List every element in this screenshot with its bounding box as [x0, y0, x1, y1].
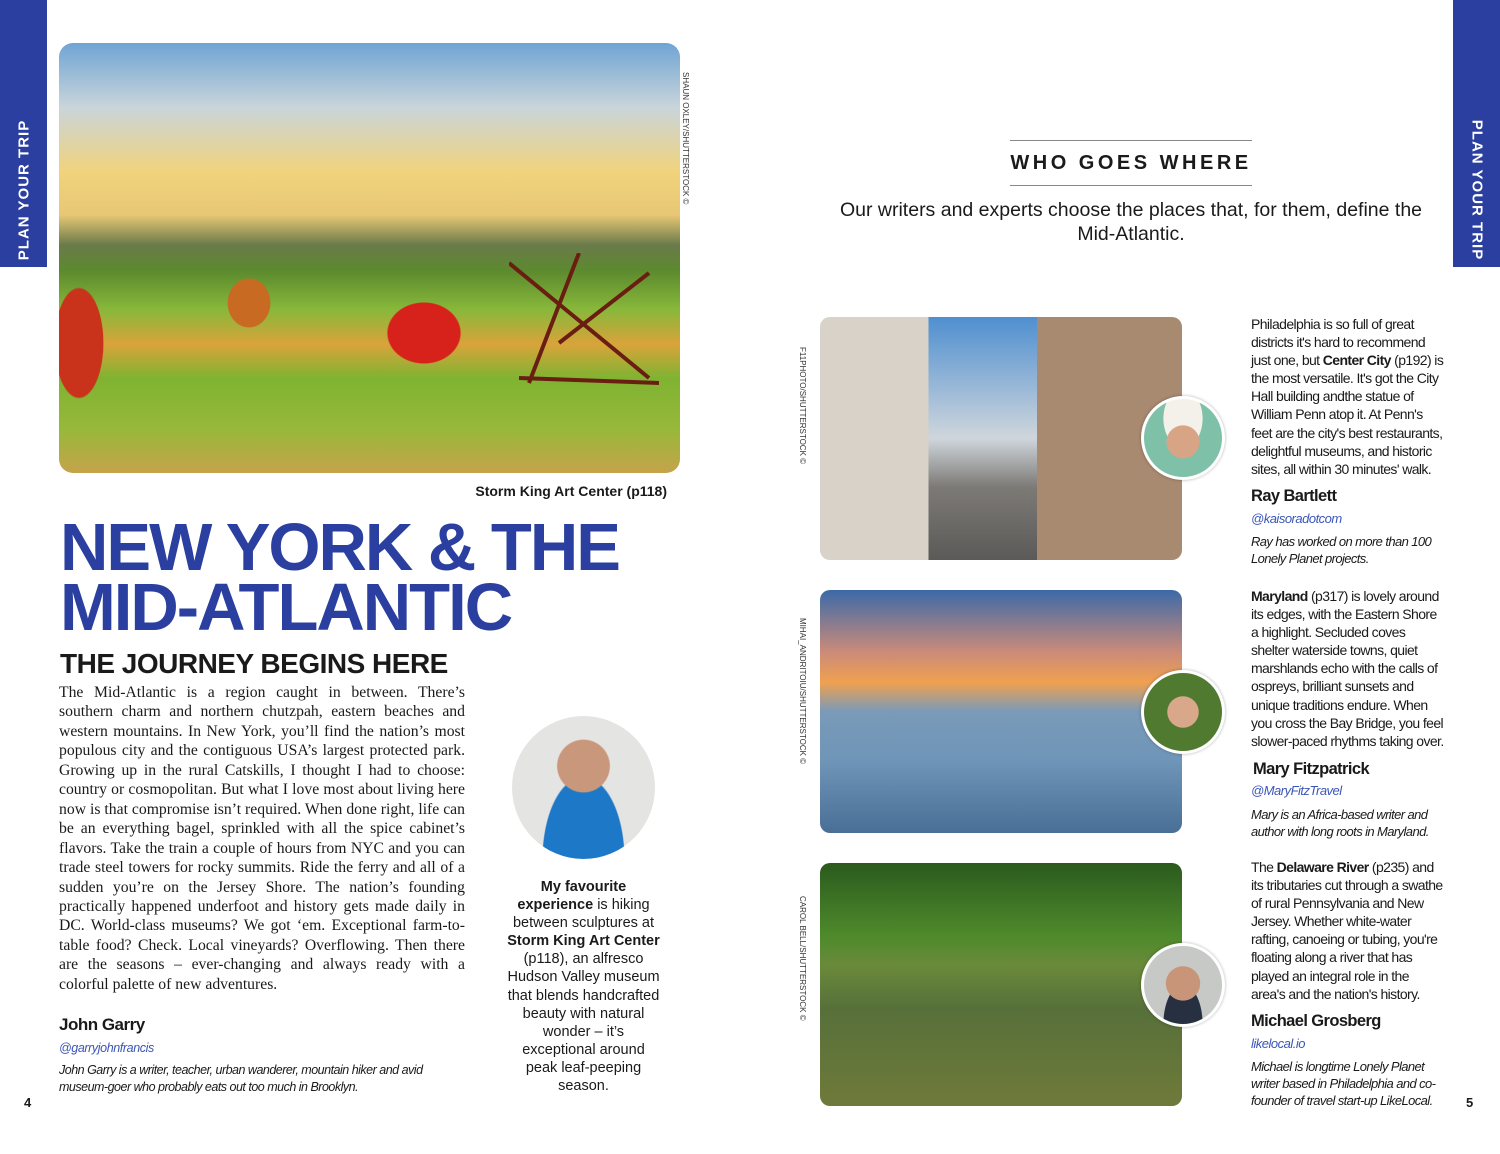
writer-handle-link[interactable]: @MaryFitzTravel — [1251, 783, 1342, 798]
writer-name: Ray Bartlett — [1251, 487, 1337, 505]
page-title — [60, 510, 619, 645]
delaware-river-photo — [820, 863, 1182, 1106]
writer-avatar — [1141, 670, 1225, 754]
writer-handle-link[interactable]: likelocal.io — [1251, 1036, 1305, 1051]
writer-bio: Michael is longtime Lonely Planet writer based in Philadelphia and co-founder of travel start-up LikeLocal. — [1251, 1059, 1436, 1108]
philadelphia-photo — [820, 317, 1182, 560]
blurb-text: (p317) is lovely around its edges, with the Eastern Shore a highlight. Secluded coves shelter waterside towns, quiet marshlands echo with the calls of ospreys, brilliant sunsets and unique traditions endure. When you cross the Bay Bridge, you feel slower-paced rhythms taking over. — [1251, 588, 1444, 749]
writer-name: Michael Grosberg — [1251, 1012, 1381, 1030]
writer-handle-link[interactable]: @kaisoradotcom — [1251, 511, 1342, 526]
writer-blurb — [1251, 315, 1446, 478]
storm-king-photo — [59, 43, 680, 473]
photo-credit: SHAUN OXLEY/SHUTTERSTOCK © — [681, 72, 690, 205]
blurb-bold: Delaware River — [1276, 859, 1369, 875]
photo-credit: MIHAI_ANDRITOIU/SHUTTERSTOCK © — [798, 618, 807, 765]
author-bio: John Garry is a writer, teacher, urban wanderer, mountain hiker and avid museum-goer who probably eats out too much in Brooklyn. — [59, 1063, 423, 1094]
fav-text: (p118), an alfresco Hudson Valley museum that blends handcrafted beauty with natural wonder – it’s exceptional around peak leaf-peeping season. — [507, 951, 660, 1095]
photo-credit: CAROL BELL/SHUTTERSTOCK © — [798, 896, 807, 1021]
photo-credit: F11PHOTO/SHUTTERSTOCK © — [798, 347, 807, 465]
writer-bio: Ray has worked on more than 100 Lonely Planet projects. — [1251, 534, 1432, 566]
page-number: 5 — [1466, 1095, 1474, 1110]
page-number: 4 — [24, 1095, 32, 1110]
section-tab-right — [1453, 0, 1500, 267]
section-tab-left — [0, 0, 47, 267]
fav-bold: Storm King Art Center — [507, 933, 660, 950]
blurb-text: The — [1251, 859, 1277, 875]
title-line: MID-ATLANTIC — [60, 570, 512, 645]
writer-blurb — [1251, 587, 1446, 750]
bay-bridge-photo — [820, 590, 1182, 833]
favourite-experience — [505, 878, 662, 1095]
blurb-text: Philadelphia is so full of great districts it's hard to recommend just one, but — [1251, 316, 1426, 369]
sculpture-icon — [509, 253, 659, 393]
blurb-bold: Center City — [1322, 352, 1391, 369]
intro-body: The Mid-Atlantic is a region caught in between. There’s southern charm and northern chutzpah, eastern beaches and western mountains. In New York, you’ll find the nation’s most populous city and the contiguous USA’s largest protected park. Growing up in the rural Catskills, I thought I had to choose: country or cosmopolitan. But what I love most about living here now is that compromise isn’t required. When done right, life can be an everything bagel, sprinkled with all the spice cabinet’s flavors. Take the train a couple of hours from NYC and you can trade steel towers for rocky summits. Ride the ferry and all of a sudden you’re on the Jersey Shore. The nation’s founding practically happened underfoot and history gets made daily in DC. World-class museums? We got ‘em. Exceptional farm-to-table food? Check. Local vineyards? Overflowing. Then there are the seasons – ever-changing and always ready with a colorful palette of new adventures. — [59, 684, 465, 993]
photo-caption: Storm King Art Center (p118) — [475, 483, 667, 499]
blurb-text: (p192) is the most versatile. It's got the City Hall building andthe statue of William Penn atop it. At Penn's feet are the city's best restaurants, delightful museums, and historic sites, all within 30 minutes' walk. — [1251, 352, 1444, 477]
fav-bold: My favourite experience — [517, 879, 627, 914]
section-heading: WHO GOES WHERE — [1010, 140, 1252, 186]
author-portrait — [512, 716, 655, 859]
fav-text: is hiking between sculptures at — [512, 897, 655, 932]
title-line: NEW YORK & THE — [60, 510, 619, 585]
author-handle-link[interactable]: @garryjohnfrancis — [59, 1041, 154, 1055]
writer-blurb — [1251, 858, 1446, 1003]
writer-bio: Mary is an Africa-based writer and author with long roots in Maryland. — [1251, 807, 1429, 839]
section-intro: Our writers and experts choose the places that, for them, define the Mid-Atlantic. — [839, 199, 1423, 245]
blurb-bold: Maryland — [1251, 588, 1308, 604]
blurb-text: (p235) and its tributaries cut through a swathe of rural Pennsylvania and New Jersey. Whether white-water rafting, canoeing or tubing, you're floating along a river that has played an integral role in the area's and the nation's history. — [1251, 859, 1443, 1002]
writer-avatar — [1141, 396, 1225, 480]
writer-avatar — [1141, 943, 1225, 1027]
writer-name: Mary Fitzpatrick — [1253, 760, 1370, 778]
subtitle: THE JOURNEY BEGINS HERE — [60, 648, 448, 679]
section-tab-label: PLAN YOUR TRIP — [15, 119, 32, 261]
author-name: John Garry — [59, 1015, 145, 1034]
section-tab-label: PLAN YOUR TRIP — [1468, 119, 1485, 261]
